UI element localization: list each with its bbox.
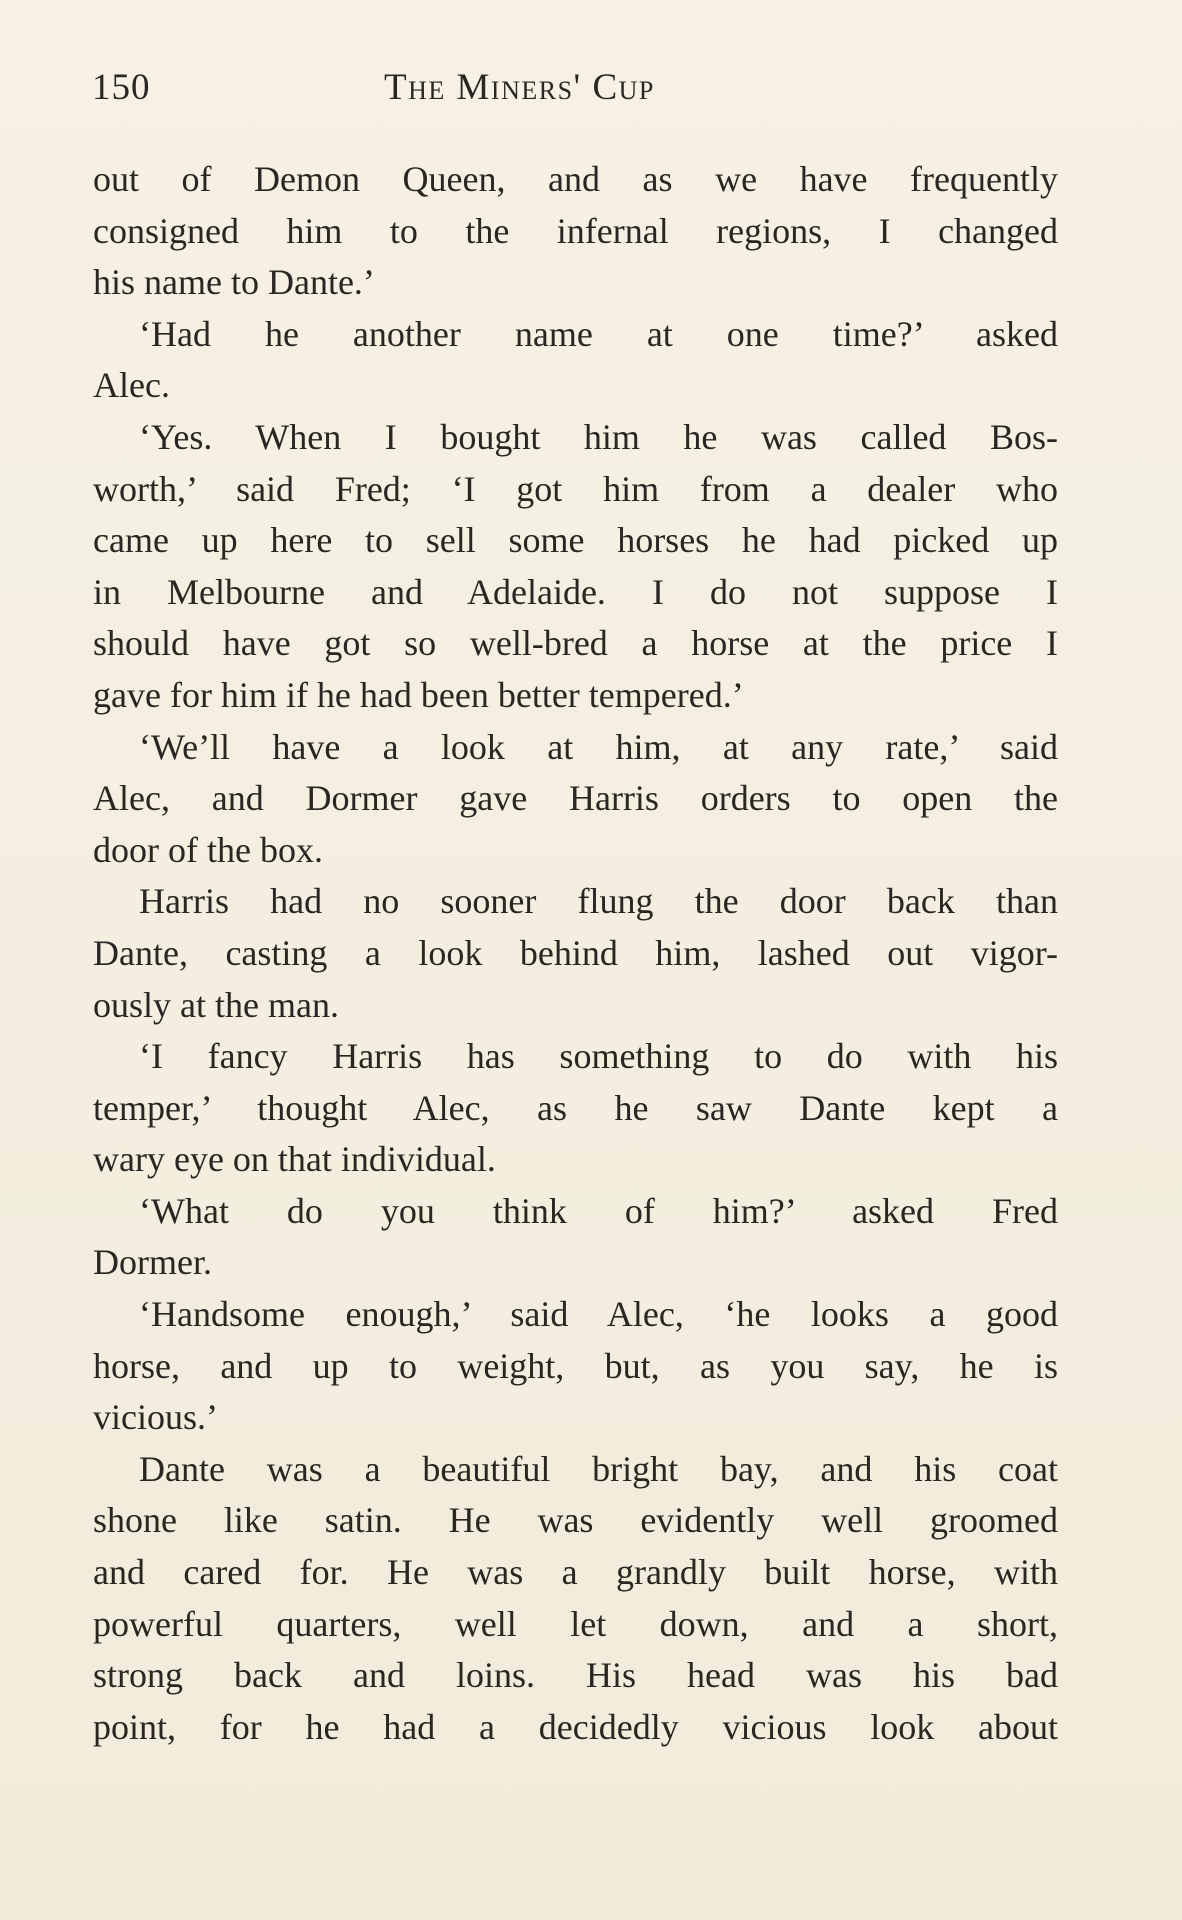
text-line: wary eye on that individual. xyxy=(93,1139,496,1180)
text-line: temper,’ thought Alec, as he saw Dante kept a xyxy=(93,1087,1058,1128)
text-line: Alec, and Dormer gave Harris orders to open the xyxy=(93,778,1058,819)
text-line: in Melbourne and Adelaide. I do not suppose I xyxy=(93,571,1058,612)
text-line: out of Demon Queen, and as we have frequently xyxy=(93,159,1058,199)
text-line: ously at the man. xyxy=(93,984,339,1025)
text-line: shone like satin. He was evidently well groomed xyxy=(93,1500,1058,1541)
text-line: vicious.’ xyxy=(93,1397,218,1438)
text-line: ‘Had he another name at one time?’ asked xyxy=(139,313,1058,354)
text-line: should have got so well-bred a horse at the price I xyxy=(93,623,1058,664)
body-text xyxy=(93,154,1058,1753)
text-line: and cared for. He was a grandly built horse, with xyxy=(93,1552,1058,1593)
text-line: Alec. xyxy=(93,365,170,406)
text-line: point, for he had a decidedly vicious look about xyxy=(93,1706,1058,1747)
text-line: Harris had no sooner flung the door back than xyxy=(139,881,1058,922)
text-line: Dante, casting a look behind him, lashed out vigor- xyxy=(93,932,1058,973)
text-line: Dormer. xyxy=(93,1242,212,1283)
text-line: gave for him if he had been better tempered.’ xyxy=(93,674,744,715)
running-title: The Miners' Cup xyxy=(384,67,655,108)
page-number: 150 xyxy=(92,67,151,108)
text-line: his name to Dante.’ xyxy=(93,262,375,303)
text-line: door of the box. xyxy=(93,829,323,870)
text-line: Dante was a beautiful bright bay, and his coat xyxy=(139,1448,1058,1489)
text-line: ‘I fancy Harris has something to do with his xyxy=(139,1036,1058,1077)
text-line: came up here to sell some horses he had picked up xyxy=(93,520,1058,561)
text-line: powerful quarters, well let down, and a short, xyxy=(93,1603,1058,1644)
running-head xyxy=(88,66,1060,120)
text-line: ‘Handsome enough,’ said Alec, ‘he looks a good xyxy=(139,1294,1058,1335)
text-line: horse, and up to weight, but, as you say, he is xyxy=(93,1345,1058,1386)
text-line: ‘What do you think of him?’ asked Fred xyxy=(139,1190,1058,1231)
text-line: ‘We’ll have a look at him, at any rate,’ said xyxy=(139,726,1058,767)
text-line: ‘Yes. When I bought him he was called Bos- xyxy=(139,416,1058,457)
text-line: consigned him to the infernal regions, I changed xyxy=(93,210,1058,251)
text-line: strong back and loins. His head was his bad xyxy=(93,1655,1058,1696)
text-line: worth,’ said Fred; ‘I got him from a dealer who xyxy=(93,468,1058,509)
